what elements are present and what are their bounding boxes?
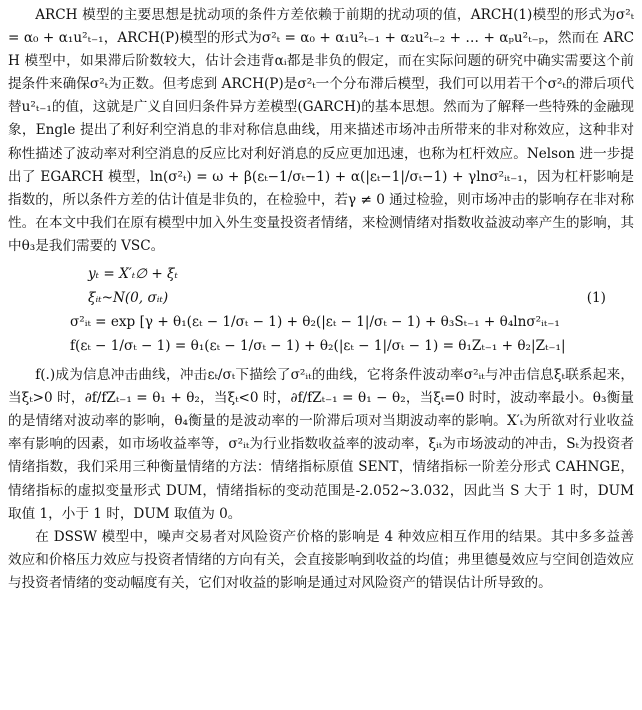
paragraph-dssw-model: 在 DSSW 模型中，噪声交易者对风险资产价格的影响是 4 种效应相互作用的结果。其中多多益善效应和价格压力效应与投资者情绪的方向有关，会直接影响到收益的均值；弗里德曼效应与空间创造效应与投资者情绪的变动幅度有关，它们对收益的影响是通过对风险资产的错误估计所导致的。 — [8, 528, 634, 591]
equation-block — [8, 262, 634, 358]
equation-distribution: ξᵢₜ~N(0, σᵢₜ) — [88, 290, 169, 307]
equation-mean: yₜ = X′ₜ∅ + ξₜ — [88, 266, 178, 283]
equation-number: (1) — [586, 290, 606, 307]
equation-egarch-variance: σ²ᵢₜ = exp [γ + θ₁(εₜ − 1/σₜ − 1) + θ₂(|εₜ − 1|/σₜ − 1) + θ₃Sₜ₋₁ + θ₄lnσ²ᵢₜ₋₁ — [70, 314, 560, 331]
equation-news-impact: f(εₜ − 1/σₜ − 1) = θ₁(εₜ − 1/σₜ − 1) + θ₂(|εₜ − 1|/σₜ − 1) = θ₁Zₜ₋₁ + θ₂|Zₜ₋₁| — [70, 338, 566, 355]
paragraph-news-impact-curve: f(.)成为信息冲击曲线，冲击εₜ/σₜ下描绘了σ²ᵢₜ的曲线，它将条件波动率σ²ᵢₜ与冲击信息ξₜ联系起来，当ξₜ>0 时，∂f/fZₜ₋₁ = θ₁ + θ₂，当ξₜ<0 时，∂f/fZₜ₋₁ = θ₁ − θ₂，当ξₜ=0 时时，波动率最小。θ₃衡量的是情绪对波动率的影响，θ₄衡量的是波动率的一阶滞后项对当期波动率的影响。X′ₜ为所欲对行业收益率有影响的因素，如市场收益率等，σ²ᵢₜ为行业指数收益率的波动率，ξᵢₜ为市场波动的冲击，Sₜ为投资者情绪指数，我们采用三种衡量情绪的方法：情绪指标原值 SENT，情绪指标一阶差分形式 CAHNGE，情绪指标的虚拟变量形式 DUM，情绪指标的变动范围是-2.052~3.032，因此当 S 大于 1 时，DUM 取值 1，小于 1 时，DUM 取值为 0。 — [8, 367, 634, 522]
document-page — [8, 4, 634, 595]
paragraph-arch-intro: ARCH 模型的主要思想是扰动项的条件方差依赖于前期的扰动项的值，ARCH(1)模型的形式为σ²ₜ = α₀ + α₁u²ₜ₋₁，ARCH(P)模型的形式为σ²ₜ = α₀ + α₁u²ₜ₋₁ + α₂u²ₜ₋₂ + … + αₚu²ₜ₋ₚ，然而在 ARCH 模型中，如果滞后阶数较大，估计会违背αᵢ都是非负的假定，而在实际问题的研究中确实需要这个前提条件来确保σ²ₜ为正数。但考虑到 ARCH(P)是σ²ₜ一个分布滞后模型，我们可以用若干个σ²ₜ的滞后项代替u²ₜ₋₁的值，这就是广义自回归条件异方差模型(GARCH)的基本思想。然而为了解释一些特殊的金融现象，Engle 提出了利好利空消息的非对称信息曲线，用来描述市场冲击所带来的非对称效应，这种非对称性描述了波动率对利空消息的反应比对利好消息的反应更加迅速，也称为杠杆效应。Nelson 进一步提出了 EGARCH 模型，ln(σ²ₜ) = ω + β(εₜ−1/σₜ−1) + α(|εₜ−1|/σₜ−1) + γlnσ²ᵢₜ₋₁，因为杠杆影响是指数的，所以条件方差的估计值是非负的，在检验中，若γ ≠ 0 通过检验，则市场冲击的影响存在非对称性。在本文中我们在原有模型中加入外生变量投资者情绪，来检测情绪对指数收益波动率产生的影响，其中θ₃是我们需要的 VSC。 — [8, 7, 634, 254]
